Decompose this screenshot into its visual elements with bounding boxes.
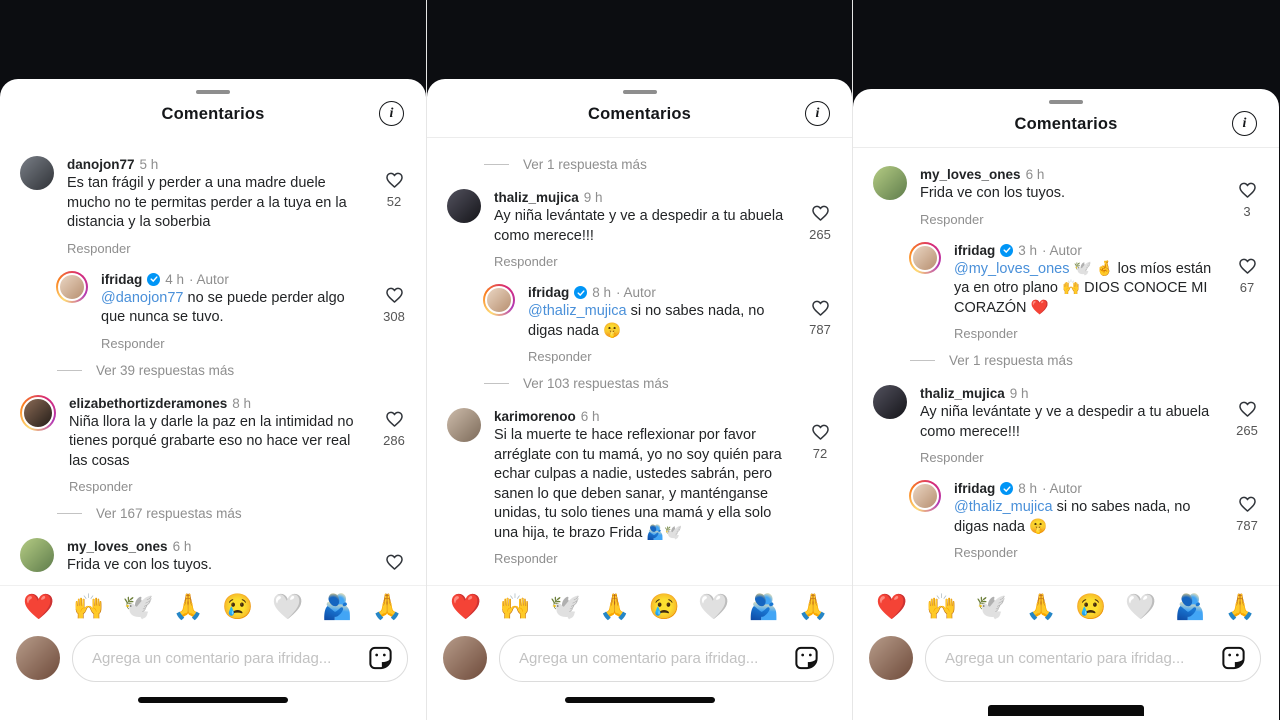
verified-badge-icon (1000, 482, 1013, 495)
like-heart-icon[interactable] (1237, 255, 1258, 276)
comment-username[interactable]: ifridag (101, 271, 143, 287)
emoji-people-hugging[interactable]: 🫂 (321, 593, 353, 621)
like-column (802, 284, 838, 368)
info-icon[interactable]: i (1232, 111, 1257, 136)
home-indicator[interactable] (565, 697, 715, 703)
comment-username[interactable]: karimorenoo (494, 409, 576, 424)
comment-timestamp: 4 h (165, 271, 185, 287)
user-avatar[interactable] (22, 397, 54, 429)
emoji-raising-hands[interactable]: 🙌 (73, 593, 105, 621)
emoji-white-heart[interactable]: 🤍 (272, 593, 304, 621)
like-heart-icon[interactable] (384, 284, 405, 305)
emoji-quick-bar (427, 585, 852, 629)
view-more-replies[interactable]: Ver 39 respuestas más (57, 363, 426, 378)
reply-button[interactable]: Responder (494, 551, 558, 566)
emoji-red-heart[interactable]: ❤️ (450, 593, 482, 621)
user-avatar[interactable] (58, 273, 86, 301)
comment-text: @my_loves_ones 🕊️ 🤞 los míos están ya en otro plano 🙌 DIOS CONOCE MI CORAZÓN ❤️ (954, 260, 1212, 316)
mention-link[interactable]: @thaliz_mujica (954, 499, 1053, 515)
story-ring (483, 284, 515, 316)
drag-handle[interactable] (1049, 100, 1083, 104)
reply-button[interactable]: Responder (920, 450, 984, 465)
like-count: 286 (383, 432, 405, 448)
comment-input-pill (72, 635, 408, 682)
home-indicator[interactable] (138, 697, 288, 703)
comment-input[interactable] (500, 636, 833, 681)
view-more-replies[interactable]: Ver 167 respuestas más (57, 506, 426, 521)
composer-area (853, 585, 1279, 720)
like-column (1229, 480, 1265, 564)
comments-sheet (427, 79, 852, 720)
author-label: · Autor (1042, 242, 1082, 258)
comment-username[interactable]: thaliz_mujica (494, 190, 579, 205)
reply-row (0, 262, 426, 357)
comment-username[interactable]: thaliz_mujica (920, 386, 1005, 401)
emoji-folded-hands[interactable]: 🙏 (1025, 593, 1057, 621)
reply-button[interactable]: Responder (494, 254, 558, 269)
sticker-icon[interactable] (1220, 645, 1247, 672)
comment-timestamp: 6 h (580, 409, 600, 424)
comment-timestamp: 8 h (1018, 481, 1038, 496)
comment-text: Niña llora la y darle la paz en la intimidad no tienes porqué grabarte eso no hace ver real las cosas (69, 413, 354, 469)
comment-timestamp: 8 h (232, 395, 252, 411)
like-count: 265 (1236, 423, 1258, 438)
emoji-quick-bar (0, 585, 426, 629)
user-avatar[interactable] (873, 385, 907, 419)
comment-timestamp: 6 h (1025, 167, 1045, 182)
emoji-dove[interactable]: 🕊️ (122, 593, 154, 621)
story-ring (20, 395, 56, 431)
reply-button[interactable]: Responder (954, 326, 1018, 341)
view-more-replies[interactable]: Ver 1 respuesta más (484, 157, 852, 172)
comment-text: @thaliz_mujica si no sabes nada, no digas nada 🤫 (954, 499, 1191, 535)
comment-timestamp: 3 h (1018, 242, 1038, 258)
mention-link[interactable]: @thaliz_mujica (528, 303, 627, 319)
comments-panel-2 (426, 0, 852, 720)
like-column (1229, 242, 1265, 346)
emoji-dove[interactable]: 🕊️ (975, 593, 1007, 621)
emoji-raising-hands[interactable]: 🙌 (499, 593, 531, 621)
view-more-replies[interactable]: Ver 1 respuesta más (910, 353, 1279, 368)
comment-row (0, 386, 426, 501)
divider (57, 513, 82, 514)
like-column (1229, 166, 1265, 231)
comment-timestamp: 8 h (592, 285, 612, 300)
emoji-folded-hands-2[interactable]: 🙏 (797, 593, 829, 621)
emoji-folded-hands[interactable]: 🙏 (172, 593, 204, 621)
comment-text: Si la muerte te hace reflexionar por favor arréglate con tu mamá, yo no soy quién para echar culpas a nadie, ustedes sabrán, pero sanen lo que deben sanar, y manténganse unidas, tu solo tienes una mamá y ella solo una hija, te brazo Frida 🫂🕊️ (494, 427, 782, 541)
emoji-folded-hands[interactable]: 🙏 (599, 593, 631, 621)
comment-timestamp: 6 h (172, 539, 192, 554)
comment-username[interactable]: my_loves_ones (67, 539, 168, 554)
comment-username[interactable]: ifridag (954, 481, 996, 496)
emoji-red-heart[interactable]: ❤️ (23, 593, 55, 621)
mention-link[interactable]: @my_loves_ones (954, 260, 1070, 277)
comment-text: @danojon77 no se puede perder algo que nunca se tuvo. (101, 289, 345, 325)
author-label: · Autor (616, 285, 656, 300)
user-avatar[interactable] (911, 244, 939, 272)
like-column (376, 156, 412, 260)
drag-handle[interactable] (196, 90, 230, 94)
comment-username[interactable]: ifridag (528, 285, 570, 300)
like-column (376, 538, 412, 576)
comment-text: @thaliz_mujica si no sabes nada, no digas nada 🤫 (528, 303, 765, 339)
comment-row (0, 529, 426, 578)
self-avatar (443, 636, 487, 680)
author-label: · Autor (1042, 481, 1082, 496)
story-ring (56, 271, 88, 303)
like-heart-icon[interactable] (810, 202, 831, 223)
like-heart-icon[interactable] (384, 169, 405, 190)
sheet-title: Comentarios (1014, 115, 1118, 133)
emoji-crying-face[interactable]: 😢 (1075, 593, 1107, 621)
user-avatar[interactable] (20, 156, 54, 190)
self-avatar (16, 636, 60, 680)
composer-area (427, 585, 852, 720)
divider (853, 147, 1279, 148)
reply-button[interactable]: Responder (528, 349, 592, 364)
comments-sheet (0, 79, 426, 720)
comment-row (853, 157, 1279, 233)
like-heart-icon[interactable] (1237, 398, 1258, 419)
author-label: · Autor (189, 271, 229, 287)
comment-list (853, 150, 1279, 585)
emoji-folded-hands-2[interactable]: 🙏 (371, 593, 403, 621)
like-count: 308 (383, 308, 405, 324)
user-avatar[interactable] (485, 286, 513, 314)
comment-username[interactable]: elizabethortizderamones (69, 395, 228, 411)
divider (910, 360, 935, 361)
sheet-title: Comentarios (161, 105, 265, 123)
emoji-people-hugging[interactable]: 🫂 (1174, 593, 1206, 621)
comment-text: Frida ve con los tuyos. (67, 557, 213, 573)
like-count: 787 (1236, 518, 1258, 533)
sheet-title: Comentarios (587, 105, 692, 123)
like-column (802, 189, 838, 273)
like-count: 52 (386, 194, 402, 209)
comment-list (427, 140, 852, 585)
home-indicator[interactable] (988, 705, 1144, 716)
reply-button[interactable]: Responder (954, 545, 1018, 560)
divider (57, 370, 82, 371)
divider (484, 164, 509, 165)
comment-row (0, 147, 426, 262)
like-heart-icon[interactable] (810, 297, 831, 318)
comment-timestamp: 9 h (583, 190, 603, 205)
reply-row (853, 233, 1279, 348)
comment-timestamp: 9 h (1009, 386, 1029, 401)
reply-row (853, 471, 1279, 566)
info-icon[interactable]: i (805, 101, 830, 126)
comment-text: Ay niña levántate y ve a despedir a tu abuela como merece!!! (920, 404, 1210, 440)
divider (484, 383, 509, 384)
composer-area (0, 585, 426, 720)
comment-username[interactable]: my_loves_ones (920, 167, 1021, 182)
comment-username[interactable]: danojon77 (67, 157, 135, 172)
comment-list (0, 140, 426, 585)
comment-input[interactable] (926, 636, 1260, 681)
verified-badge-icon (574, 286, 587, 299)
like-column (376, 395, 412, 499)
mention-link[interactable]: @danojon77 (101, 289, 184, 306)
reply-button[interactable]: Responder (101, 335, 165, 351)
drag-handle[interactable] (623, 90, 657, 94)
comments-sheet (853, 89, 1279, 720)
comment-input-pill (925, 635, 1261, 682)
user-avatar[interactable] (447, 408, 481, 442)
comments-panel-1 (0, 0, 426, 720)
like-heart-icon[interactable] (1237, 179, 1258, 200)
emoji-crying-face[interactable]: 😢 (648, 593, 680, 621)
user-avatar[interactable] (873, 166, 907, 200)
like-heart-icon[interactable] (1237, 493, 1258, 514)
emoji-folded-hands-2[interactable]: 🙏 (1224, 593, 1256, 621)
like-column (376, 271, 412, 355)
user-avatar[interactable] (447, 189, 481, 223)
reply-button[interactable]: Responder (920, 211, 984, 227)
comment-input[interactable] (73, 636, 407, 681)
user-avatar[interactable] (911, 482, 939, 510)
like-column (802, 408, 838, 570)
comment-input-pill (499, 635, 834, 682)
emoji-people-hugging[interactable]: 🫂 (747, 593, 780, 621)
like-column (1229, 385, 1265, 469)
reply-button[interactable]: Responder (69, 479, 133, 494)
emoji-crying-face[interactable]: 😢 (222, 593, 254, 621)
divider (427, 137, 852, 138)
info-icon[interactable]: i (379, 101, 404, 126)
like-count: 265 (809, 227, 831, 242)
verified-badge-icon (1000, 244, 1013, 257)
comment-row (853, 376, 1279, 471)
like-heart-icon[interactable] (810, 421, 831, 442)
emoji-red-heart[interactable]: ❤️ (876, 593, 908, 621)
story-ring (909, 242, 941, 274)
verified-badge-icon (147, 273, 160, 286)
like-heart-icon[interactable] (384, 408, 405, 429)
comments-panel-3 (852, 0, 1279, 720)
reply-button[interactable]: Responder (67, 240, 131, 256)
emoji-raising-hands[interactable]: 🙌 (926, 593, 958, 621)
reply-row (427, 275, 852, 370)
comment-row (427, 399, 852, 572)
comment-row (427, 180, 852, 275)
user-avatar[interactable] (20, 538, 54, 572)
comment-text: Ay niña levántate y ve a despedir a tu abuela como merece!!! (494, 208, 784, 244)
like-count: 67 (1239, 279, 1255, 295)
comment-text: Frida ve con los tuyos. (920, 185, 1066, 201)
like-heart-icon[interactable] (384, 551, 405, 572)
self-avatar (869, 636, 913, 680)
comment-timestamp: 5 h (139, 157, 159, 172)
sticker-icon[interactable] (367, 645, 394, 672)
emoji-white-heart[interactable]: 🤍 (698, 593, 730, 621)
emoji-dove[interactable]: 🕊️ (549, 593, 581, 621)
like-count: 3 (1243, 204, 1251, 219)
sticker-icon[interactable] (793, 645, 820, 672)
story-ring (909, 480, 941, 512)
comment-username[interactable]: ifridag (954, 242, 996, 258)
like-count: 72 (812, 446, 828, 461)
emoji-quick-bar (853, 585, 1279, 629)
view-more-replies[interactable]: Ver 103 respuestas más (484, 376, 852, 391)
like-count: 787 (809, 322, 831, 337)
comment-text: Es tan frágil y perder a una madre duele mucho no te permitas perder a la tuya en la distancia y la soberbia (67, 175, 347, 230)
emoji-white-heart[interactable]: 🤍 (1125, 593, 1157, 621)
